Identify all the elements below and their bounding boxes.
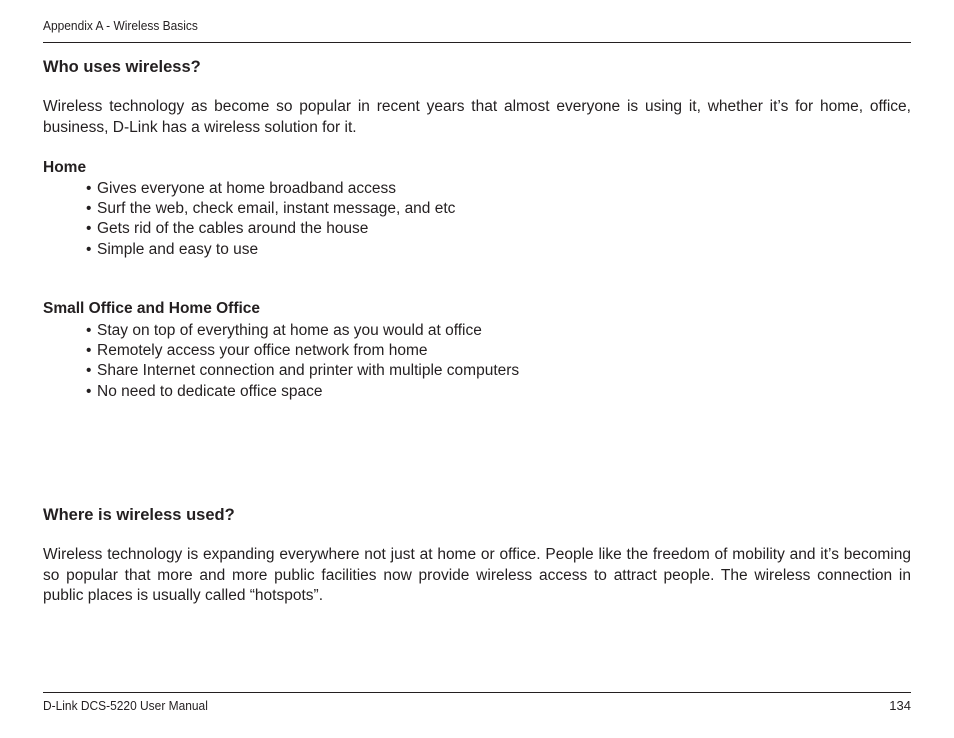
section-heading-where-is-wireless-used: Where is wireless used? [43,506,235,524]
footer-manual-title: D-Link DCS-5220 User Manual [43,698,208,713]
soho-bullet-list [86,321,519,402]
footer-divider [43,692,911,693]
section-body-paragraph: Wireless technology is expanding everywhere not just at home or office. People like the freedom of mobility and it’s becoming so popular that more and more public facilities now provide wireless access to attract people. The wireless connection in public places is usually called “hotspots”. [43,546,911,604]
list-item: • Surf the web, check email, instant message, and etc [86,200,456,218]
list-item: • No need to dedicate office space [86,382,323,400]
page-number: 134 [889,698,911,713]
list-item: • Simple and easy to use [86,240,259,258]
section-heading-who-uses-wireless: Who uses wireless? [43,58,201,76]
home-bullet-list [86,179,455,260]
list-item: • Stay on top of everything at home as you would at office [86,322,482,339]
header-divider [43,42,911,43]
page-header-title: Appendix A - Wireless Basics [43,18,198,33]
list-item: • Gives everyone at home broadband access [86,180,396,197]
list-item: • Gets rid of the cables around the house [86,220,369,238]
subheading-small-office-home-office: Small Office and Home Office [43,300,261,317]
subheading-home: Home [43,159,87,176]
list-item: • Remotely access your office network from home [86,342,428,360]
section-intro-paragraph: Wireless technology as become so popular in recent years that almost everyone is using it, whether it’s for home, office, business, D-Link has a wireless solution for it. [43,98,911,136]
list-item: • Share Internet connection and printer with multiple computers [86,362,520,380]
